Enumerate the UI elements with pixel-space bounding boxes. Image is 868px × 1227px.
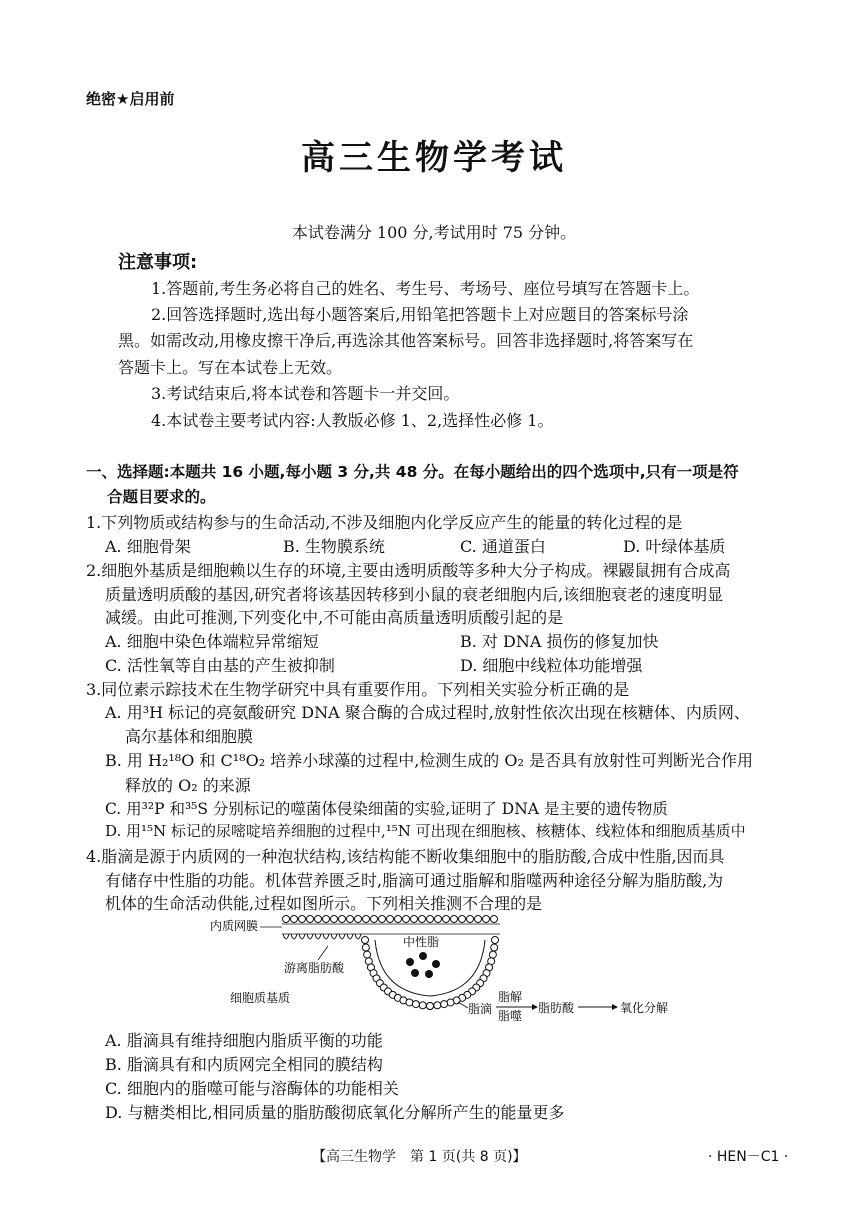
- lipophagy-label: 脂噬: [498, 1009, 523, 1022]
- membrane-head: [459, 916, 466, 923]
- membrane-tail: [315, 934, 321, 939]
- section-heading: 一、选择题:本题共 16 小题,每小题 3 分,共 48 分。在每小题给出的四个选项中,只有一项是符: [86, 463, 739, 481]
- q3-option-b: B. 用 H₂¹⁸O 和 C¹⁸O₂ 培养小球藻的过程中,检测生成的 O₂ 是否具有放射性可判断光合作用: [105, 751, 753, 770]
- confidential-mark: 绝密★启用前: [86, 90, 175, 108]
- q2-stem-3: 减缓。由此可推测,下列变化中,不可能由高质量透明质酸引起的是: [105, 608, 564, 627]
- cytoplasm-label: 细胞质基质: [230, 991, 291, 1005]
- droplet-membrane-head: [419, 1002, 426, 1009]
- neutral-lipid-label: 中性脂: [403, 935, 440, 949]
- membrane-tail: [331, 934, 337, 939]
- membrane-tail: [347, 934, 353, 939]
- q3-option-d: D. 用¹⁵N 标记的尿嘧啶培养细胞的过程中,¹⁵N 可出现在细胞核、核糖体、线粒体和细胞质基质中: [105, 822, 746, 840]
- droplet-membrane-head: [362, 937, 369, 944]
- notice-line-4: 答题卡上。写在本试卷上无效。: [118, 358, 343, 377]
- droplet-membrane-head: [441, 1001, 448, 1008]
- q1-option-b: B. 生物膜系统: [283, 537, 385, 556]
- lipolysis-label: 脂解: [498, 990, 523, 1004]
- membrane-head: [451, 916, 458, 923]
- membrane-head: [427, 916, 434, 923]
- page-footer: 【高三生物学 第 1 页(共 8 页)】: [312, 1149, 527, 1165]
- membrane-tail: [283, 934, 289, 939]
- fatty-acid-label: 脂肪酸: [538, 1001, 575, 1015]
- notice-line-5: 3.考试结束后,将本试卷和答题卡一并交回。: [151, 384, 460, 403]
- q1-stem: 1.下列物质或结构参与的生命活动,不涉及细胞内化学反应产生的能量的转化过程的是: [86, 513, 683, 532]
- membrane-tail: [323, 934, 329, 939]
- droplet-membrane-head: [492, 937, 499, 944]
- membrane-head: [307, 916, 314, 923]
- oxidation-label: 氧化分解: [620, 1001, 669, 1015]
- membrane-head: [355, 916, 362, 923]
- membrane-tail: [339, 934, 345, 939]
- lipid-droplet-diagram: [200, 910, 680, 1022]
- q2-option-b: B. 对 DNA 损伤的修复加快: [460, 632, 659, 651]
- q3-stem: 3.同位素示踪技术在生物学研究中具有重要作用。下列相关实验分析正确的是: [86, 680, 630, 699]
- droplet-label: 脂滴: [468, 1002, 493, 1016]
- q1-option-d: D. 叶绿体基质: [623, 537, 726, 556]
- membrane-head: [483, 916, 490, 923]
- membrane-head: [347, 916, 354, 923]
- membrane-head: [371, 916, 378, 923]
- droplet-membrane-head: [491, 944, 498, 951]
- droplet-membrane-head: [434, 1002, 441, 1009]
- q3-option-a: A. 用³H 标记的亮氨酸研究 DNA 聚合酶的合成过程时,放射性依次出现在核糖体、内质网、: [105, 703, 750, 722]
- q2-stem-1: 2.细胞外基质是细胞赖以生存的环境,主要由透明质酸等多种大分子构成。裸鼹鼠拥有合成高: [86, 561, 731, 580]
- membrane-head: [475, 916, 482, 923]
- q4-option-a: A. 脂滴具有维持细胞内脂质平衡的功能: [105, 1031, 383, 1050]
- q3-option-b-cont: 释放的 O₂ 的来源: [125, 776, 251, 795]
- membrane-head: [379, 916, 386, 923]
- exam-info: 本试卷满分 100 分,考试用时 75 分钟。: [291, 223, 577, 242]
- q4-stem-3: 机体的生命活动供能,过程如图所示。下列相关推测不合理的是: [105, 894, 543, 913]
- q4-option-b: B. 脂滴具有和内质网完全相同的膜结构: [105, 1055, 383, 1074]
- page-code: · HEN－C1 ·: [708, 1149, 789, 1165]
- notice-heading: 注意事项:: [118, 252, 198, 273]
- membrane-tail: [307, 934, 313, 939]
- q2-option-c: C. 活性氧等自由基的产生被抑制: [105, 656, 335, 675]
- notice-line-2: 2.回答选择题时,选出每小题答案后,用铅笔把答题卡上对应题目的答案标号涂: [151, 305, 689, 324]
- droplet-membrane-head: [406, 999, 413, 1006]
- membrane-head: [411, 916, 418, 923]
- section-heading-cont: 合题目要求的。: [107, 488, 216, 506]
- membrane-head: [283, 916, 290, 923]
- membrane-head: [331, 916, 338, 923]
- q4-stem-2: 有储存中性脂的功能。机体营养匮乏时,脂滴可通过脂解和脂噬两种途径分解为脂肪酸,为: [105, 871, 724, 890]
- q4-option-c: C. 细胞内的脂噬可能与溶酶体的功能相关: [105, 1079, 399, 1098]
- membrane-head: [419, 916, 426, 923]
- membrane-head: [435, 916, 442, 923]
- free-fatty-acid-label: 游离脂肪酸: [284, 961, 345, 975]
- droplet-membrane-head: [364, 951, 371, 958]
- membrane-head: [467, 916, 474, 923]
- q2-option-d: D. 细胞中线粒体功能增强: [460, 656, 643, 675]
- membrane-tail: [355, 934, 361, 939]
- membrane-head: [315, 916, 322, 923]
- q1-option-c: C. 通道蛋白: [460, 537, 546, 556]
- droplet-membrane-head: [362, 944, 369, 951]
- q3-option-a-cont: 高尔基体和细胞膜: [125, 727, 254, 746]
- membrane-head: [363, 916, 370, 923]
- membrane-head: [395, 916, 402, 923]
- membrane-head: [443, 916, 450, 923]
- membrane-tail: [299, 934, 305, 939]
- notice-line-3: 黑。如需改动,用橡皮擦干净后,再选涂其他答案标号。回答非选择题时,将答案写在: [118, 331, 694, 350]
- membrane-head: [323, 916, 330, 923]
- membrane-head: [299, 916, 306, 923]
- q4-stem-1: 4.脂滴是源于内质网的一种泡状结构,该结构能不断收集细胞中的脂肪酸,合成中性脂,因而具: [86, 847, 725, 866]
- er-label: 内质网膜: [210, 919, 259, 933]
- q4-option-d: D. 与糖类相比,相同质量的脂肪酸彻底氧化分解所产生的能量更多: [105, 1103, 565, 1122]
- q2-stem-2: 质量透明质酸的基因,研究者将该基因转移到小鼠的衰老细胞内后,该细胞衰老的速度明显: [105, 585, 724, 604]
- q2-option-a: A. 细胞中染色体端粒异常缩短: [105, 632, 319, 651]
- q1-option-a: A. 细胞骨架: [105, 537, 191, 556]
- er-membrane: [282, 924, 500, 934]
- membrane-tail: [291, 934, 297, 939]
- notice-line-1: 1.答题前,考生务必将自己的姓名、考生号、考场号、座位号填写在答题卡上。: [151, 279, 700, 298]
- droplet-membrane-head: [427, 1003, 434, 1010]
- membrane-head: [491, 916, 498, 923]
- membrane-head: [291, 916, 298, 923]
- droplet-membrane-head: [489, 951, 496, 958]
- neutral-lipid-dots: [406, 952, 440, 978]
- membrane-head: [403, 916, 410, 923]
- q3-option-c: C. 用³²P 和³⁵S 分别标记的噬菌体侵染细菌的实验,证明了 DNA 是主要的遗传物质: [105, 800, 668, 818]
- droplet-membrane-head: [412, 1001, 419, 1008]
- page-title: 高三生物学考试: [301, 138, 567, 178]
- notice-line-6: 4.本试卷主要考试内容:人教版必修 1、2,选择性必修 1。: [151, 411, 554, 430]
- membrane-head: [339, 916, 346, 923]
- droplet-membrane-head: [447, 999, 454, 1006]
- membrane-head: [387, 916, 394, 923]
